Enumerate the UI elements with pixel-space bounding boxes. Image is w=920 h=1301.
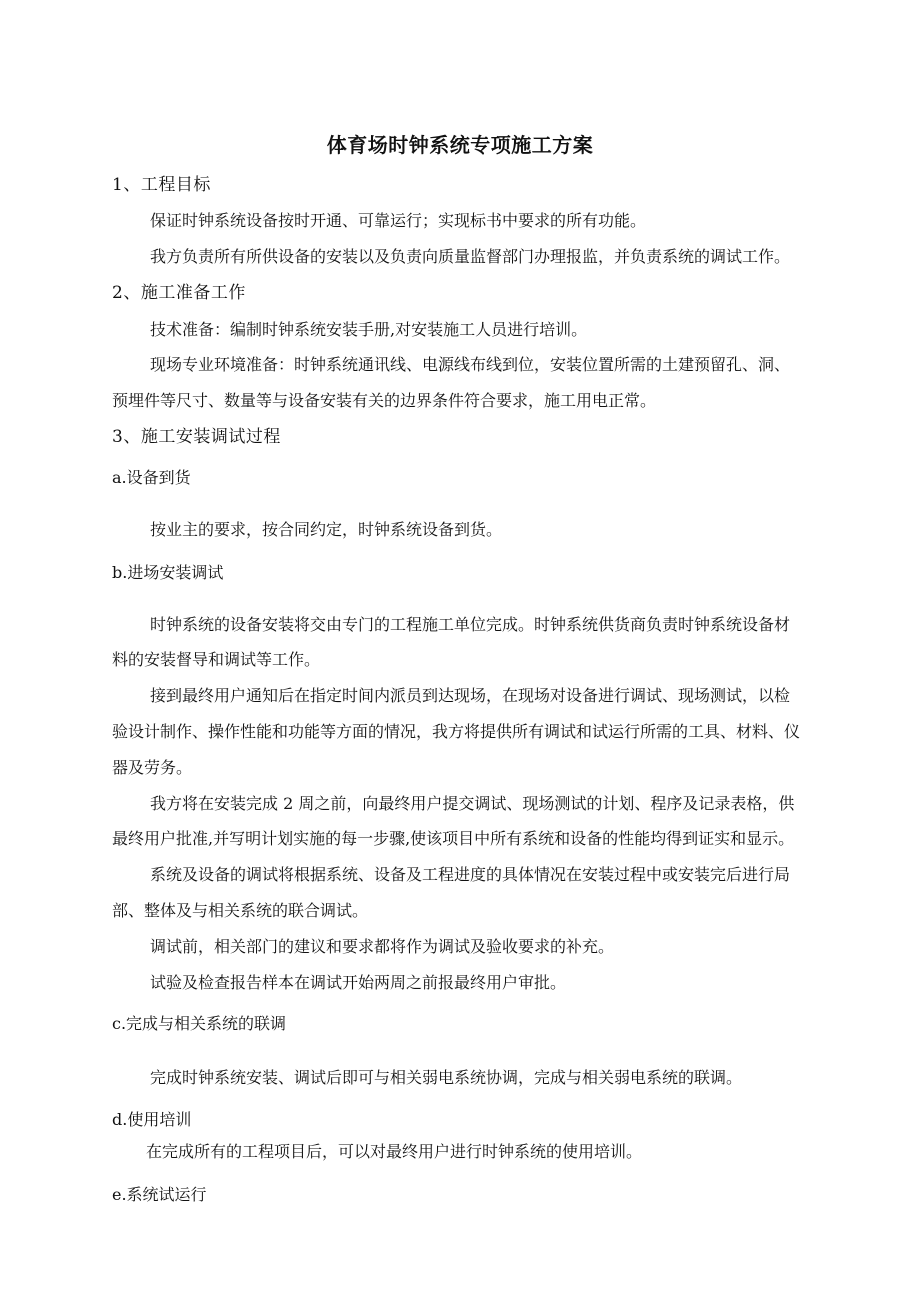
subsection-b-paragraph-4-line-2: 部、整体及与相关系统的联合调试。 [112,901,369,920]
subsection-a-paragraph: 按业主的要求，按合同约定，时钟系统设备到货。 [150,520,503,539]
section-3-heading: 3、施工安装调试过程 [112,427,281,447]
section-1-heading: 1、工程目标 [112,175,211,195]
subsection-a-heading: a.设备到货 [112,468,191,487]
subsection-d-paragraph: 在完成所有的工程项目后，可以对最终用户进行时钟系统的使用培训。 [146,1142,643,1161]
subsection-b-paragraph-1-line-2: 料的安装督导和调试等工作。 [112,650,321,669]
subsection-b-paragraph-6: 试验及检查报告样本在调试开始两周之前报最终用户审批。 [150,973,567,992]
subsection-d-heading: d.使用培训 [112,1110,192,1129]
section-2-paragraph-2-line-2: 预埋件等尺寸、数量等与设备安装有关的边界条件符合要求，施工用电正常。 [112,391,657,410]
section-2-paragraph-2-line-1: 现场专业环境准备：时钟系统通讯线、电源线布线到位，安装位置所需的土建预留孔、洞、 [150,355,791,374]
subsection-b-paragraph-3-line-1: 我方将在安装完成 2 周之前，向最终用户提交调试、现场测试的计划、程序及记录表格，供 [150,794,795,813]
section-1-paragraph-1: 保证时钟系统设备按时开通、可靠运行；实现标书中要求的所有功能。 [150,211,647,230]
subsection-e-heading: e.系统试运行 [112,1185,207,1204]
subsection-b-paragraph-2-line-2: 验设计制作、操作性能和功能等方面的情况，我方将提供所有调试和试运行所需的工具、材料、仪 [112,722,801,741]
document-title: 体育场时钟系统专项施工方案 [326,133,594,157]
section-2-heading: 2、施工准备工作 [112,283,246,303]
subsection-b-paragraph-2-line-1: 接到最终用户通知后在指定时间内派员到达现场，在现场对设备进行调试、现场测试，以检 [150,686,791,705]
subsection-b-paragraph-1-line-1: 时钟系统的设备安装将交由专门的工程施工单位完成。时钟系统供货商负责时钟系统设备材 [150,615,791,634]
subsection-b-paragraph-3-line-2: 最终用户批准,并写明计划实施的每一步骤,使该项目中所有系统和设备的性能均得到证实和显示。 [112,829,795,848]
section-2-paragraph-1: 技术准备：编制时钟系统安装手册,对安装施工人员进行培训。 [150,320,588,339]
subsection-c-heading: c.完成与相关系统的联调 [112,1014,287,1033]
subsection-b-paragraph-2-line-3: 器及劳务。 [112,758,193,777]
subsection-b-paragraph-5: 调试前，相关部门的建议和要求都将作为调试及验收要求的补充。 [150,937,615,956]
subsection-c-paragraph: 完成时钟系统安装、调试后即可与相关弱电系统协调，完成与相关弱电系统的联调。 [150,1068,743,1087]
subsection-b-heading: b.进场安装调试 [112,563,224,582]
subsection-b-paragraph-4-line-1: 系统及设备的调试将根据系统、设备及工程进度的具体情况在安装过程中或安装完后进行局 [150,865,791,884]
section-1-paragraph-2: 我方负责所有所供设备的安装以及负责向质量监督部门办理报监，并负责系统的调试工作。 [150,247,791,266]
